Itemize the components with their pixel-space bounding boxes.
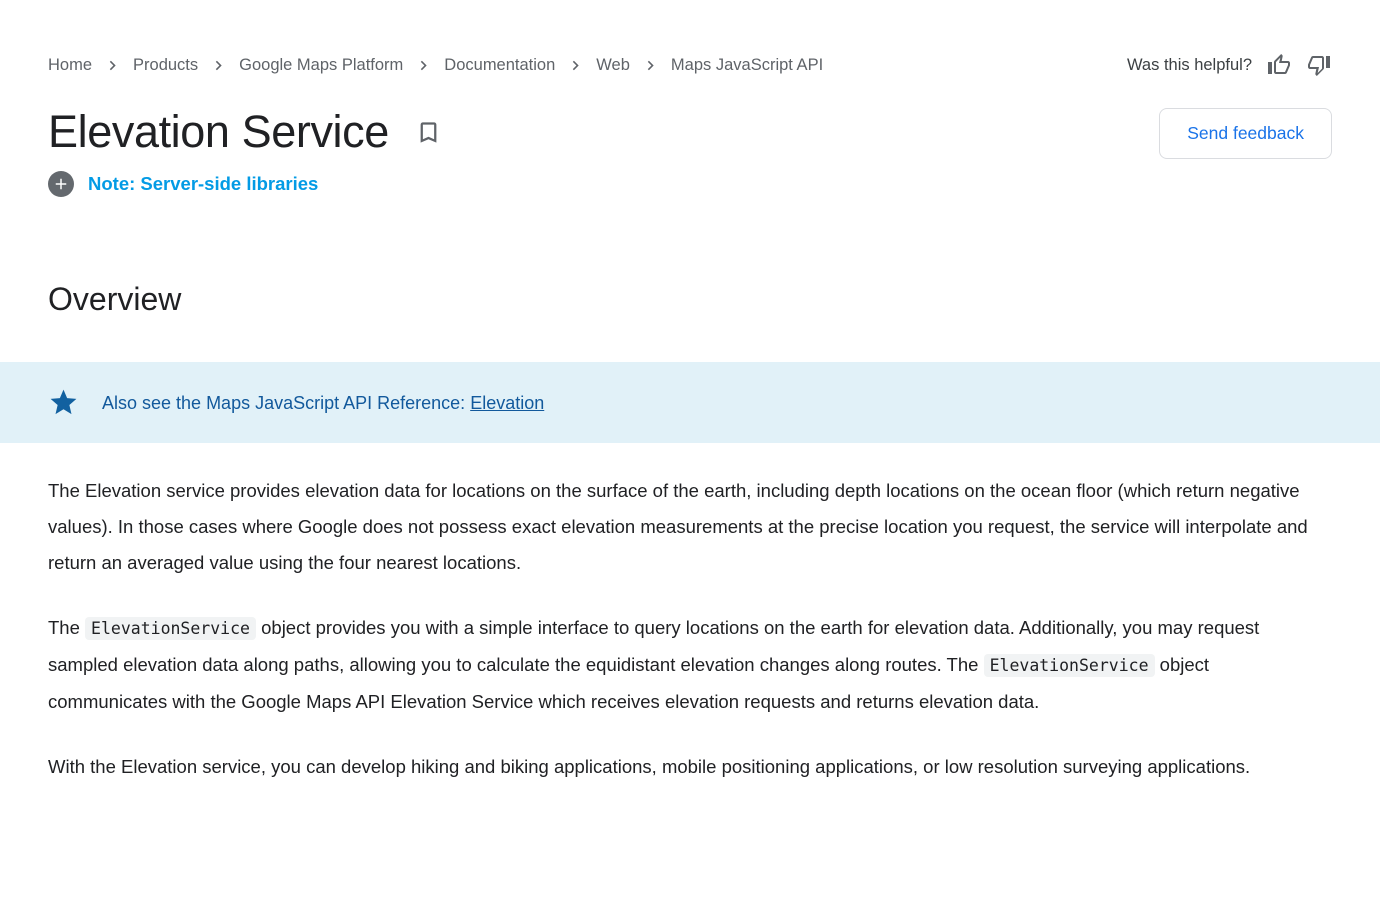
code-elevationservice: ElevationService [85,617,256,640]
page-title [48,106,442,158]
overview-heading: Overview [48,281,182,317]
expand-button[interactable] [48,171,74,197]
breadcrumb-item-documentation[interactable]: Documentation [444,55,556,74]
breadcrumb-item-products[interactable]: Products [133,55,199,74]
feedback-question: Was this helpful? [1126,55,1252,74]
thumb-down-icon [1307,53,1331,77]
reference-callout [0,362,1380,443]
bookmark-button[interactable] [415,119,442,146]
breadcrumb [48,56,823,75]
thumb-down-button[interactable] [1306,52,1332,78]
title-block [48,106,442,197]
chevron-right-icon [209,56,228,75]
note-expander[interactable] [48,171,442,197]
note-expander-label[interactable]: Note: Server-side libraries [88,173,319,194]
breadcrumb-item-web[interactable]: Web [596,55,630,74]
chevron-right-icon [641,56,660,75]
plus-icon [52,175,70,193]
breadcrumb-item-google-maps-platform[interactable]: Google Maps Platform [239,55,404,74]
paragraph-2: The ElevationService object provides you with a simple interface to query locations on the earth for elevation data. Additionally, you may request sampled elevation data along paths, allowing you to calculate the equidistant elevation changes along routes. The ElevationService object communicates with the Google Maps API Elevation Service which receives elevation requests and returns elevation data. [48,617,1260,712]
send-feedback-button[interactable]: Send feedback [1159,108,1332,159]
title-row [48,106,1332,197]
article-body [0,443,1380,862]
chevron-right-icon [103,56,122,75]
code-elevationservice: ElevationService [984,654,1155,677]
top-bar [48,0,1332,78]
star-icon [48,387,79,418]
paragraph-1: The Elevation service provides elevation data for locations on the surface of the earth, including depth locations on the ocean floor (which return negative values). In those cases where Google does not possess exact elevation measurements at the precise location you request, the service will interpolate and return an averaged value using the four nearest locations. [48,480,1308,573]
elevation-reference-link[interactable]: Elevation [470,392,545,413]
feedback-widget [1127,52,1332,78]
breadcrumb-item-maps-javascript-api[interactable]: Maps JavaScript API [670,55,824,74]
chevron-right-icon [414,56,433,75]
breadcrumb-item-home[interactable]: Home [48,55,93,74]
bookmark-icon [415,119,442,146]
thumb-up-icon [1267,53,1291,77]
paragraph-3: With the Elevation service, you can develop hiking and biking applications, mobile positioning applications, or low resolution surveying applications. [48,756,1251,777]
chevron-right-icon [566,56,585,75]
page-title-text: Elevation Service [48,106,389,157]
thumb-up-button[interactable] [1266,52,1292,78]
callout-text: Also see the Maps JavaScript API Reference: Elevation [102,392,545,413]
